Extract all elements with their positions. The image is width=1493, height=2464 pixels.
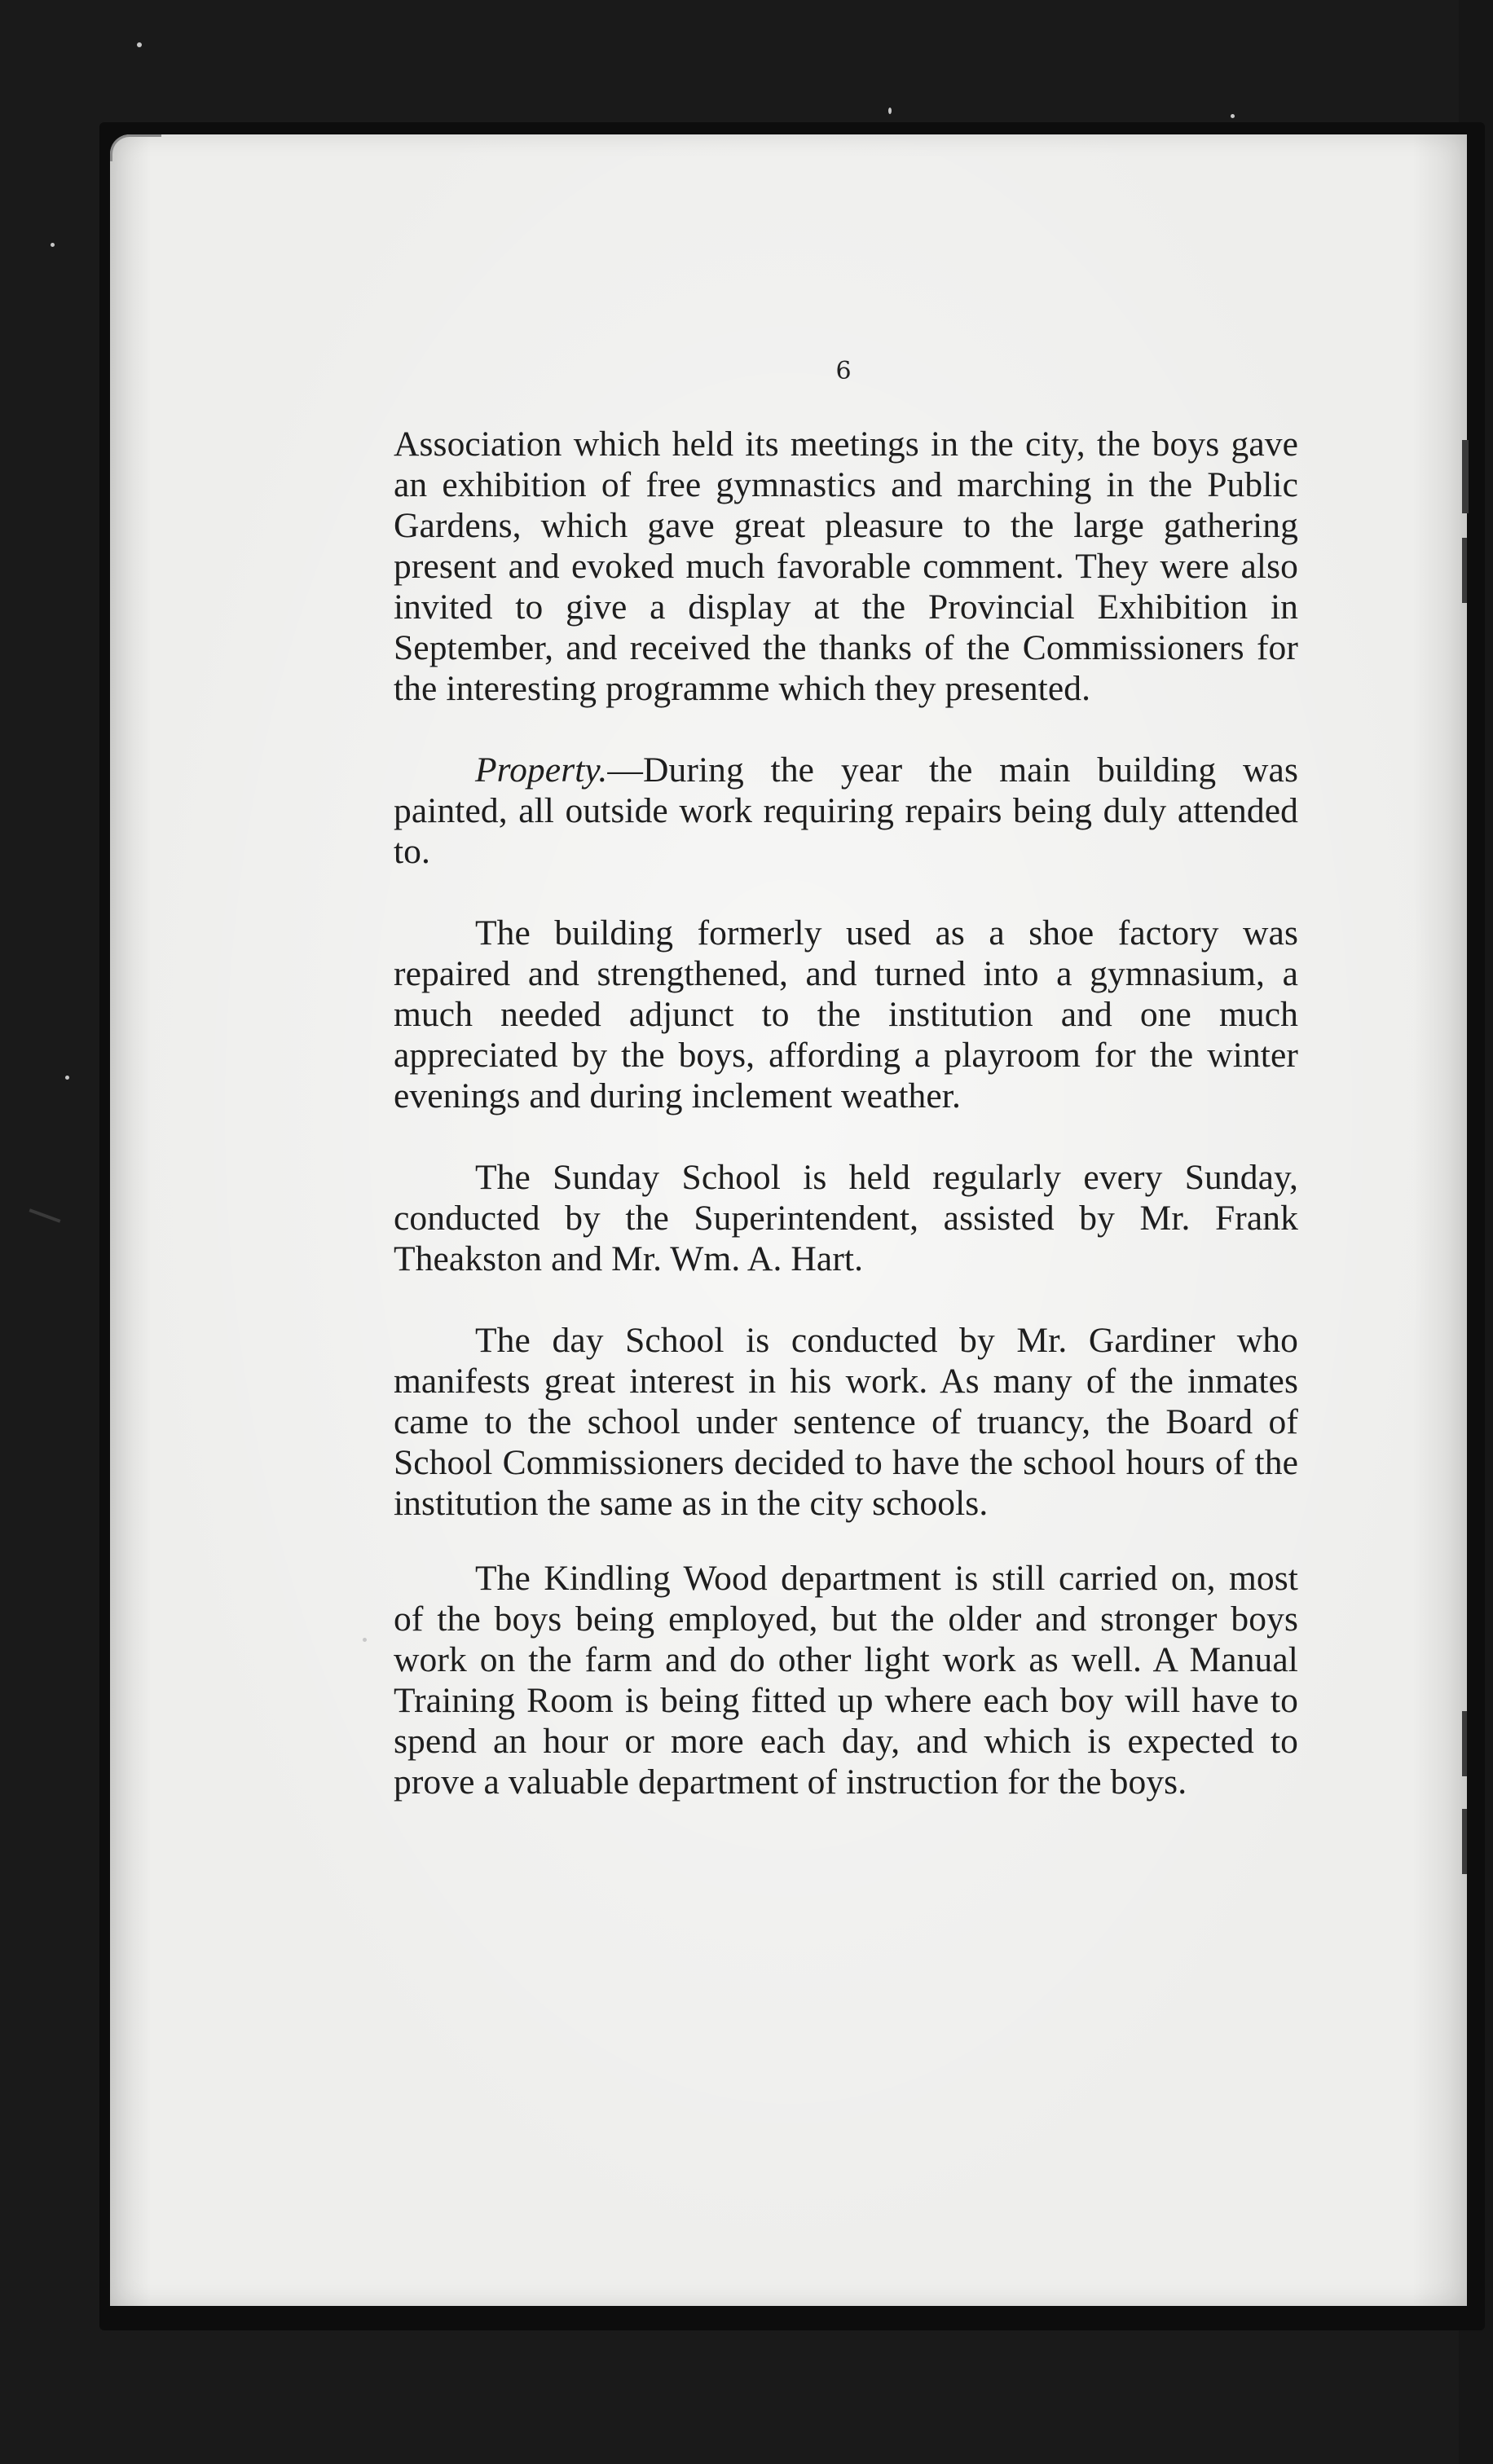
dust-speck — [65, 1076, 69, 1080]
scan-artifact-mark — [29, 1208, 61, 1222]
paragraph-property — [394, 750, 1298, 872]
scan-artifact-mark — [1462, 1711, 1467, 1776]
dust-speck — [51, 243, 55, 247]
page-corner-fold — [110, 134, 161, 161]
dust-speck — [137, 42, 142, 47]
paragraph-gymnastics: Association which held its meetings in the city, the boys gave an exhibition of free gymnastics and marching in the Public Gardens, which gave great pleasure to the large gathering present and evoked much favorable comment. They were also invited to give a display at the Provincial Exhibition in September, and received the thanks of the Commissioners for the interesting programme which they presented. — [394, 425, 1298, 708]
paragraph-kindling-wood: The Kindling Wood department is still carried on, most of the boys being employed, but the older and stronger boys work on the farm and do other light work as well. A Manual Training Room is being fitted up where each boy will have to spend an hour or more each day, and which is expected to prove a valuable department of instruction for the boys. — [394, 1559, 1298, 1802]
paragraph-sunday-school: The Sunday School is held regularly every Sunday, conducted by the Superintendent, assisted by Mr. Frank Theakston and Mr. Wm. A. Hart. — [394, 1158, 1298, 1278]
scan-artifact-mark — [1462, 440, 1469, 513]
dust-speck — [363, 1638, 367, 1642]
page-number: 6 — [835, 357, 852, 385]
page-body — [394, 424, 1298, 1802]
section-heading-property: Property. — [475, 750, 608, 790]
dust-speck — [888, 108, 892, 114]
scan-artifact-mark — [1462, 1809, 1467, 1874]
scan-artifact-mark — [1462, 538, 1467, 603]
paragraph-gymnasium: The building formerly used as a shoe factory was repaired and strengthened, and turned into a gymnasium, a much needed adjunct to the institution and one much appreciated by the boys, affording a playroom for the winter evenings and during inclement weather. — [394, 913, 1298, 1115]
paragraph-property-text: —During the year the main building was painted, all outside work requiring repairs being duly attended to. — [394, 750, 1298, 871]
paragraph-day-school: The day School is conducted by Mr. Gardiner who manifests great interest in his work. As many of the inmates came to the school under sentence of truancy, the Board of School Commissioners decided to have the school hours of the institution the same as in the city schools. — [394, 1321, 1298, 1523]
dust-speck — [1231, 114, 1235, 118]
